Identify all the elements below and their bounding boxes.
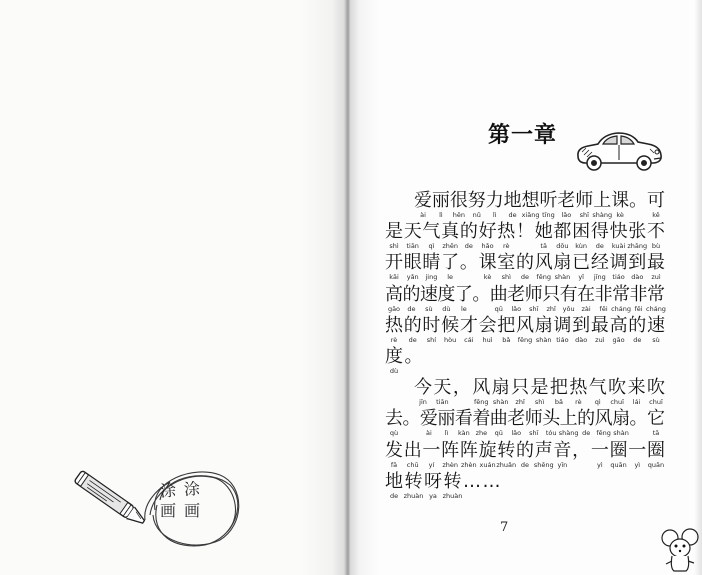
line-text: 热的时候才会把风扇调到最高的速 [385,314,666,336]
pinyin-syllable: yǎn [406,273,419,282]
pinyin-syllable: tóu [545,429,557,438]
text-line [385,253,665,284]
pinyin-syllable: kùn [575,242,588,251]
pinyin-syllable: kě [652,211,660,219]
pinyin-syllable: hòu [444,335,457,344]
line-text: 高的速度了。曲老师只有在非常非常 [385,283,665,305]
pinyin-syllable: zhuàn [442,491,463,500]
pinyin-syllable: gāo [387,304,401,313]
pinyin-syllable: ài [426,429,432,438]
line-text: 度。 [385,345,424,367]
pinyin-syllable: rè [503,242,510,251]
pinyin-syllable: le [460,304,467,313]
pinyin-syllable: dào [575,335,588,344]
pinyin-syllable: yí [428,460,435,469]
pinyin-syllable: rè [390,335,398,344]
pinyin-syllable: fā [390,460,398,469]
line-text: 地转呀转…… [385,470,502,492]
line-text: 爱丽很努力地想听老师上课。可 [414,190,665,211]
pinyin-row [385,305,665,315]
pinyin-syllable: bǎ [554,398,563,407]
text-line [385,472,665,503]
pinyin-syllable: zhèn [461,460,477,469]
pinyin-syllable: zhe [475,429,488,438]
mouse-illustration [660,528,700,573]
line-text: 开眼睛了。课室的风扇已经调到最 [385,252,666,274]
pinyin-syllable: dù [442,304,451,313]
pinyin-syllable: kuài [611,242,626,251]
pinyin-syllable: cái [464,335,474,344]
pinyin-syllable: fēng [473,398,489,407]
pinyin-syllable: tiáo [612,273,625,282]
text-line [385,378,665,409]
pinyin-syllable: shì [534,398,545,407]
pinyin-row [385,273,665,283]
page-number: 7 [500,520,509,535]
pinyin-syllable: jīng [593,273,606,282]
pinyin-syllable: fēng [536,273,551,282]
pinyin-syllable: yǒu [562,304,575,313]
pinyin-syllable: lái [632,398,641,407]
pinyin-syllable: de [508,211,517,219]
pinyin-syllable: dōu [556,242,569,251]
pinyin-syllable: dù [389,366,399,375]
pinyin-syllable: rè [575,398,582,407]
pinyin-syllable: yīn [557,460,568,469]
pinyin-syllable: zuì [595,335,605,344]
pinyin-syllable: qì [428,242,435,251]
pinyin-syllable: zhǐ [546,304,556,313]
pinyin-syllable: yì [597,460,603,469]
pinyin-syllable: quān [647,460,665,469]
pinyin-syllable: shì [389,242,399,251]
pinyin-syllable: lǎo [561,211,572,219]
pinyin-syllable: chuī [610,398,624,407]
pinyin-syllable: yǐ [578,273,584,282]
pinyin-syllable: zài [581,304,591,313]
pinyin-syllable: cháng [611,304,632,313]
pinyin-row [385,211,665,221]
pinyin-row [385,492,665,502]
pinyin-syllable: tā [540,242,547,251]
pinyin-syllable: ài [420,211,426,219]
pinyin-syllable: nǔ [472,211,481,219]
pinyin-syllable: de [389,491,399,500]
pinyin-syllable: xiǎng [521,211,540,219]
pinyin-syllable: qū [494,429,503,438]
pinyin-syllable: lì [439,211,443,219]
pinyin-row [385,367,665,377]
pinyin-syllable: fēng [596,429,611,438]
line-text: 是天气真的好热！她都困得快张不 [385,221,666,243]
text-line [385,441,665,472]
pinyin-syllable: xuán [479,460,496,469]
pinyin-syllable: cháng [646,304,666,313]
pinyin-syllable: shī [529,304,539,313]
pinyin-syllable: fēi [634,304,643,313]
pinyin-row [385,336,665,346]
car-illustration [574,126,664,174]
pinyin-syllable: zhèn [442,460,458,469]
pinyin-syllable: lì [492,211,497,219]
pinyin-syllable: huì [482,335,493,344]
pinyin-syllable: shàng [558,429,579,438]
pinyin-syllable: hěn [452,211,465,219]
pinyin-syllable: tiān [406,242,419,251]
line-text: 今天，风扇只是把热气吹来吹 [414,377,667,399]
pinyin-syllable: kàn [457,429,470,438]
pinyin-syllable: jīn [419,398,427,407]
pinyin-row [385,461,665,471]
pinyin-syllable: zhǐ [515,398,525,407]
doodle-lettering-row: 涂涂 [159,478,209,501]
doodle-lettering-row: 画画 [160,501,209,520]
pinyin-syllable: de [633,335,642,344]
pinyin-syllable: zuì [651,273,661,282]
pinyin-syllable: kè [483,273,492,282]
pinyin-syllable: quān [610,460,627,469]
pinyin-syllable: shì [501,273,511,282]
pinyin-syllable: shàn [535,335,552,344]
line-text: 去。爱丽看着曲老师头上的风扇。它 [385,408,665,430]
chapter-title: 第一章 [488,123,558,148]
pinyin-syllable: shī [529,429,539,438]
pinyin-syllable: tīng [542,211,555,219]
pinyin-row [385,242,665,252]
pinyin-row [385,429,665,439]
body-text [385,191,665,503]
pinyin-syllable: dào [631,273,644,282]
pinyin-syllable: shàn [554,273,571,282]
text-line [385,191,665,222]
pinyin-syllable: qì [594,398,601,407]
pinyin-syllable: de [520,273,530,282]
text-line [385,222,665,253]
left-page [0,0,348,575]
doodle-lettering [160,479,208,521]
pinyin-syllable: de [520,460,530,469]
text-line [385,409,665,440]
pinyin-syllable: zhuǎn [496,460,517,469]
pinyin-syllable: bǎ [502,335,511,344]
pinyin-syllable: qù [389,429,399,438]
pinyin-syllable: tiān [436,398,449,407]
pinyin-syllable: qū [494,304,503,313]
pinyin-syllable: fēi [599,304,608,313]
pinyin-syllable: le [447,273,454,282]
pinyin-syllable: de [407,304,416,313]
pinyin-syllable: de [464,242,473,251]
pinyin-syllable: kè [616,211,624,219]
pinyin-syllable: shī [579,211,589,219]
pinyin-syllable: yì [634,460,641,469]
pinyin-syllable: shàng [592,211,613,219]
pinyin-syllable: lǎo [511,304,522,313]
pinyin-syllable: gāo [612,335,625,344]
pinyin-syllable: shēng [533,460,554,469]
pinyin-syllable: lì [444,429,449,438]
text-line [385,316,665,347]
pinyin-syllable: shàn [613,429,629,438]
pinyin-syllable: de [582,429,591,438]
pinyin-syllable: hǎo [481,242,494,251]
pinyin-syllable: sù [425,304,433,313]
pinyin-syllable: zhēn [442,242,458,251]
pinyin-syllable: tiáo [556,335,569,344]
pinyin-syllable: de [595,242,604,251]
text-line [385,347,665,378]
right-page [348,0,702,575]
pinyin-syllable: zhuàn [403,491,424,500]
pinyin-row [385,398,665,408]
pinyin-syllable: fēng [517,335,533,344]
pinyin-syllable: shí [426,335,437,344]
pinyin-syllable: sù [652,335,660,344]
pinyin-syllable: chū [406,460,419,469]
line-text: 发出一阵阵旋转的声音，一圈一圈 [385,439,666,461]
pinyin-syllable: zhāng [627,242,648,251]
pinyin-syllable: de [408,335,417,344]
pinyin-syllable: shàn [492,398,509,407]
pinyin-syllable: chuī [649,398,663,407]
pinyin-syllable: ya [429,491,437,500]
pinyin-syllable: bù [651,242,661,251]
pinyin-syllable: jing [425,273,438,282]
text-line [385,285,665,316]
pinyin-syllable: kāi [389,273,399,282]
pinyin-syllable: tā [652,429,660,438]
pinyin-syllable: lǎo [511,429,522,438]
